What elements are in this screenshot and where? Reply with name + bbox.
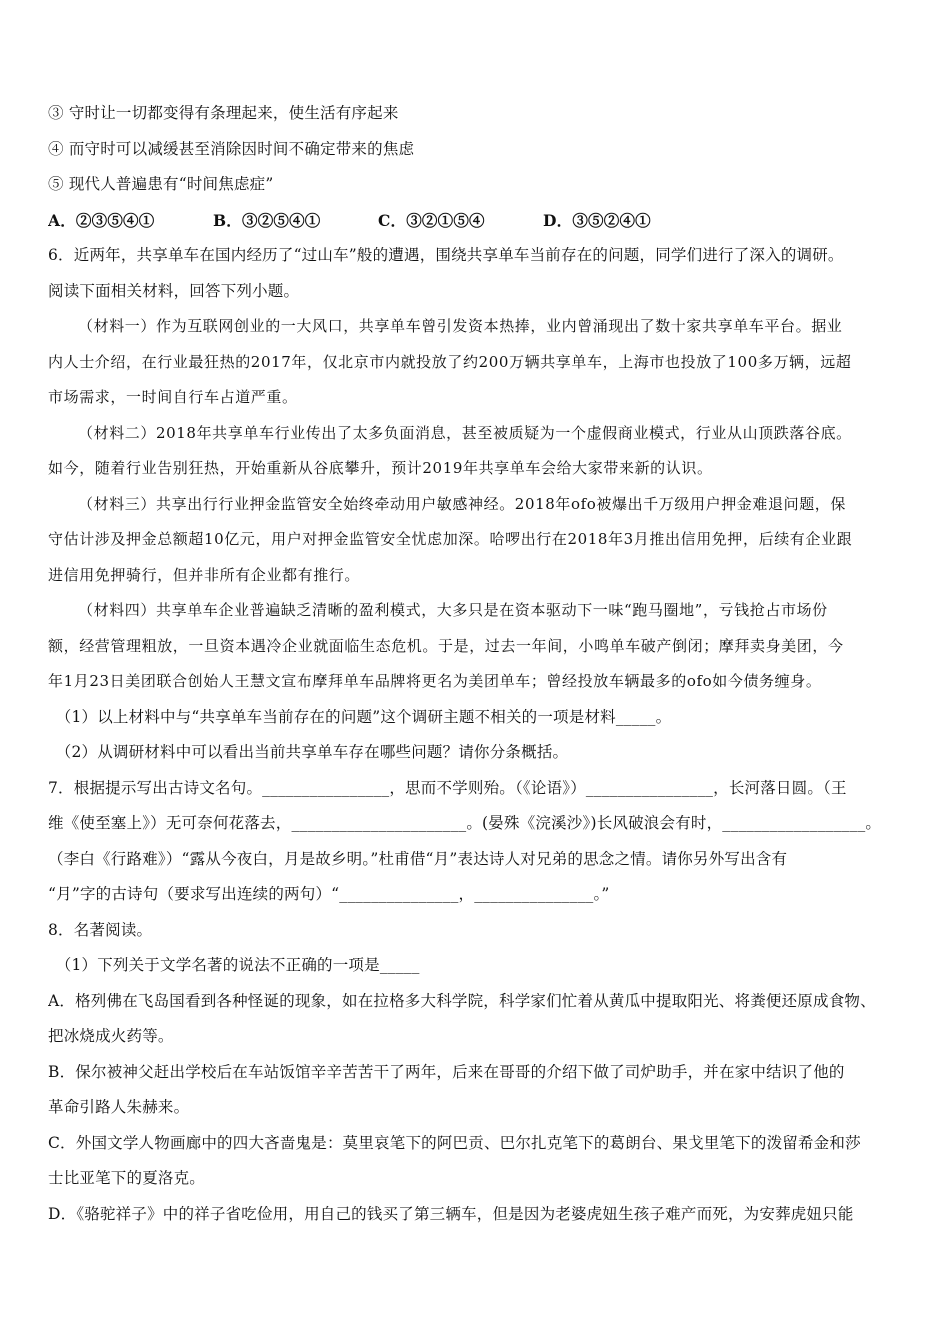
- q6-intro-line: 6．近两年，共享单车在国内经历了“过山车”般的遭遇，围绕共享单车当前存在的问题，同学们进行了深入的调研。: [48, 246, 844, 264]
- q6-subquestion-2: （2）从调研材料中可以看出当前共享单车存在哪些问题？请你分条概括。: [55, 743, 569, 761]
- q6-material4-line: 年1月23日美团联合创始人王慧文宣布摩拜单车品牌将更名为美团单车；曾经投放车辆最多的ofo如今债务缠身。: [48, 672, 822, 690]
- q7-line: “月”字的古诗句（要求写出连续的两句）“_______________，_______________。”: [48, 885, 610, 903]
- q8-subquestion-1: （1）下列关于文学名著的说法不正确的一项是_____: [55, 956, 420, 974]
- q6-material1-line: 内人士介绍，在行业最狂热的2017年，仅北京市内就投放了约200万辆共享单车，上海市也投放了100多万辆，远超: [48, 352, 852, 371]
- q8-option-b-line: B．保尔被神父赶出学校后在车站饭馆辛辛苦苦干了两年，后来在哥哥的介绍下做了司炉助手，并在家中结识了他的: [48, 1062, 845, 1081]
- q8-option-a-line: 把冰烧成火药等。: [48, 1027, 174, 1045]
- option-b: B．③②⑤④①: [213, 210, 321, 230]
- q8-title: 8．名著阅读。: [48, 920, 153, 939]
- q6-material1-line: 市场需求，一时间自行车占道严重。: [48, 388, 298, 406]
- q7-line: （李白《行路难》）“露从今夜白，月是故乡明。”杜甫借“月”表达诗人对兄弟的思念之情。请你另外写出含有: [48, 849, 788, 868]
- q7-line: 7．根据提示写出古诗文名句。________________，思而不学则殆。（《论语》）________________，长河落日圆。（王: [48, 778, 847, 797]
- option-c: C．③②①⑤④: [378, 210, 485, 230]
- option-a: A．②③⑤④①: [48, 210, 155, 230]
- q6-material4-line: （材料四）共享单车企业普遍缺乏清晰的盈利模式，大多只是在资本驱动下一味“跑马圈地”，亏钱抢占市场份: [78, 601, 828, 619]
- q8-option-d-line: D．《骆驼祥子》中的祥子省吃俭用，用自己的钱买了第三辆车，但是因为老婆虎妞生孩子难产而死，为安葬虎妞只能: [48, 1204, 854, 1223]
- q6-material3-line: 进信用免押骑行，但并非所有企业都有推行。: [48, 565, 361, 584]
- q6-material4-line: 额，经营管理粗放，一旦资本遇冷企业就面临生态危机。于是，过去一年间，小鸣单车破产倒闭；摩拜卖身美团，今: [48, 636, 844, 655]
- q8-option-b-line: 革命引路人朱赫来。: [48, 1098, 190, 1116]
- q6-material3-line: （材料三）共享出行行业押金监管安全始终牵动用户敏感神经。2018年ofo被爆出千万级用户押金难退问题，保: [78, 494, 846, 513]
- sentence-5: ⑤ 现代人普遍患有“时间焦虑症”: [48, 175, 274, 193]
- q8-option-c-line: C．外国文学人物画廊中的四大吝啬鬼是：莫里哀笔下的阿巴贡、巴尔扎克笔下的葛朗台、果戈里笔下的泼留希金和莎: [48, 1133, 861, 1152]
- q6-material1-line: （材料一）作为互联网创业的一大风口，共享单车曾引发资本热捧，业内曾涌现出了数十家共享单车平台。据业: [78, 317, 843, 335]
- sentence-3: ③ 守时让一切都变得有条理起来，使生活有序起来: [48, 104, 399, 122]
- sentence-4: ④ 而守时可以减缓甚至消除因时间不确定带来的焦虑: [48, 139, 415, 158]
- q6-material2-line: 如今，随着行业告别狂热，开始重新从谷底攀升，预计2019年共享单车会给大家带来新的认识。: [48, 459, 713, 477]
- q6-subquestion-1: （1）以上材料中与“共享单车当前存在的问题”这个调研主题不相关的一项是材料_____。: [55, 707, 672, 726]
- q6-material3-line: 守估计涉及押金总额超10亿元，用户对押金监管安全忧虑加深。哈啰出行在2018年3月推出信用免押，后续有企业跟: [48, 530, 853, 548]
- q6-material2-line: （材料二）2018年共享单车行业传出了太多负面消息，甚至被质疑为一个虚假商业模式，行业从山顶跌落谷底。: [78, 423, 852, 442]
- q8-option-a-line: A．格列佛在飞岛国看到各种怪诞的现象，如在拉格多大科学院，科学家们忙着从黄瓜中提取阳光、将粪便还原成食物、: [48, 991, 876, 1010]
- option-d: D．③⑤②④①: [543, 210, 651, 230]
- q7-line: 维《使至塞上》）无可奈何花落去，______________________。(晏殊《浣溪沙》)长风破浪会有时，__________________。: [48, 814, 882, 832]
- exam-page: [48, 96, 908, 1232]
- answer-options: [48, 203, 908, 239]
- q8-option-c-line: 士比亚笔下的夏洛克。: [48, 1169, 206, 1187]
- q6-intro-line: 阅读下面相关材料，回答下列小题。: [48, 281, 300, 300]
